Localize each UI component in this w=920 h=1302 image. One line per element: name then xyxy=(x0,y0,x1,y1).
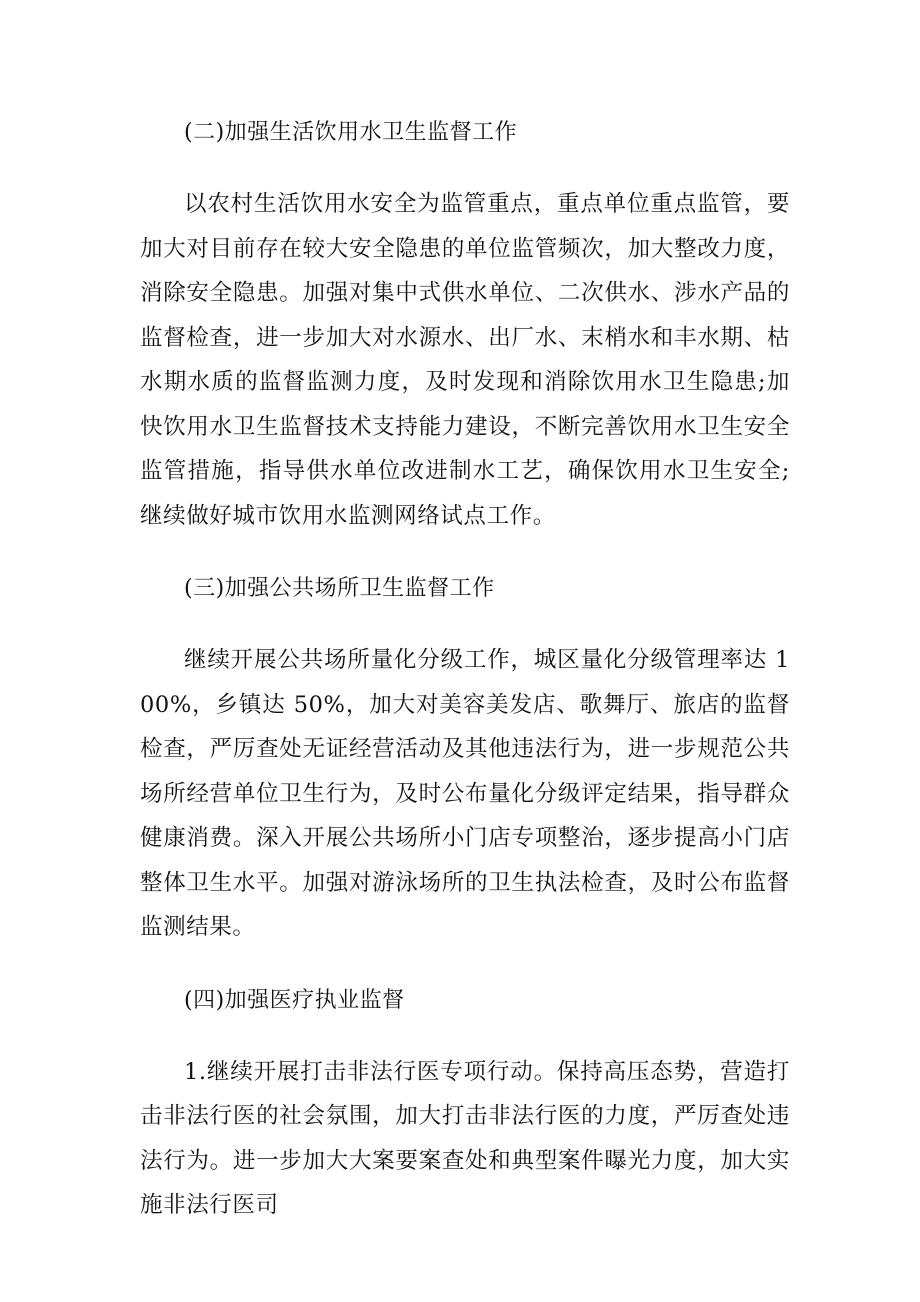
section-heading-medical: (四)加强医疗执业监督 xyxy=(184,987,405,1013)
section-paragraph-medical: 1.继续开展打击非法行医专项行动。保持高压态势，营造打击非法行医的社会氛围，加大打击非法行医的力度，严厉查处违法行为。进一步加大大案要案查处和典型案件曝光力度，加大实施非法行医司 xyxy=(140,1058,790,1218)
section-heading-water: (二)加强生活饮用水卫生监督工作 xyxy=(184,120,518,145)
section-paragraph-public-places: 继续开展公共场所量化分级工作，城区量化分级管理率达 100%，乡镇达 50%，加大对美容美发店、歌舞厅、旅店的监督检查，严厉查处无证经营活动及其他违法行为，进一步规范公共场所经营单位卫生行为，及时公布量化分级评定结果，指导群众健康消费。深入开展公共场所小门店专项整治，逐步提高小门店整体卫生水平。加强对游泳场所的卫生执法检查，及时公布监督监测结果。 xyxy=(140,647,790,940)
section-paragraph-water: 以农村生活饮用水安全为监管重点，重点单位重点监管，要加大对目前存在较大安全隐患的单位监管频次，加大整改力度，消除安全隐患。加强对集中式供水单位、二次供水、涉水产品的监督检查，进一步加大对水源水、出厂水、末梢水和丰水期、枯水期水质的监督监测力度，及时发现和消除饮用水卫生隐患;加快饮用水卫生监督技术支持能力建设，不断完善饮用水卫生安全监管措施，指导供水单位改进制水工艺，确保饮用水卫生安全;继续做好城市饮用水监测网络试点工作。 xyxy=(140,191,790,529)
section-heading-public-places: (三)加强公共场所卫生监督工作 xyxy=(184,576,495,601)
